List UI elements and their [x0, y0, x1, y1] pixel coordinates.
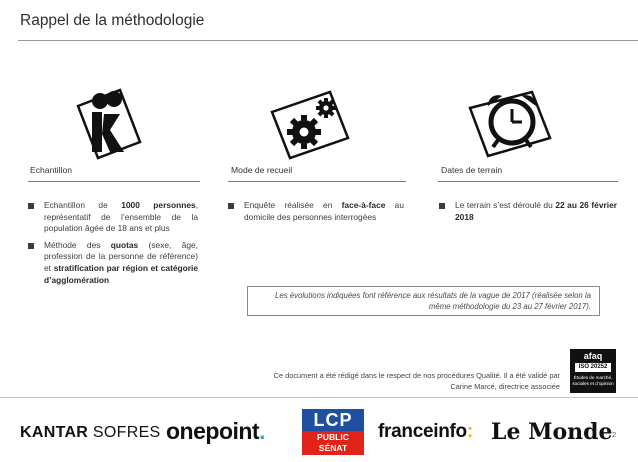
bullet-text: Le terrain s’est déroulé du: [455, 200, 556, 210]
onepoint-logo: [166, 418, 265, 445]
quality-line: Ce document a été rédigé dans le respect de nos procédures Qualité. Il a été validé par: [273, 371, 560, 380]
afaq-standard: ISO 20252: [575, 363, 611, 372]
bullet-square-icon: [228, 203, 234, 209]
alarm-clock-icon: [466, 88, 554, 160]
afaq-certification-badge: [570, 349, 616, 393]
gears-icon: [270, 90, 350, 160]
kantar-sofres-logo: [20, 424, 161, 442]
col-divider: [438, 181, 618, 182]
bullet-square-icon: [439, 203, 445, 209]
col-heading-echantillon: Echantillon: [30, 165, 73, 175]
bullet-text: au domicile des personnes interrogées: [244, 200, 404, 222]
lcp-public-senat-logo: [302, 409, 364, 455]
kantar-word: KANTAR: [20, 424, 89, 441]
le-monde-logo: Le Monde: [491, 419, 613, 445]
bullet-item: [28, 200, 198, 235]
onepoint-word: onepoint: [166, 418, 260, 444]
public-word: PUBLIC: [317, 432, 349, 442]
bullets-dates-terrain: [439, 200, 617, 228]
bullet-text: (sexe, âge, profession de la personne de référence) et: [44, 239, 198, 273]
bullets-mode-recueil: [228, 200, 404, 228]
bullet-item: [28, 240, 198, 286]
bullet-text: Enquête réalisée en: [244, 200, 342, 210]
page-title: Rappel de la méthodologie: [20, 12, 205, 29]
bullet-text: , représentatif de l’ensemble de la population âgée de 18 ans et plus: [44, 200, 198, 234]
bullet-text: Méthode des: [44, 239, 111, 250]
lcp-word: LCP: [302, 409, 364, 431]
sample-person-icon: [72, 88, 144, 160]
sofres-word: SOFRES: [92, 424, 161, 441]
bullet-text: Echantillon de: [44, 200, 122, 210]
bullet-text-bold: face-à-face: [341, 200, 386, 210]
page-number: 2: [612, 430, 617, 439]
title-divider: [18, 40, 638, 41]
col-heading-dates-terrain: Dates de terrain: [441, 165, 503, 175]
bullet-item: [439, 200, 617, 223]
afaq-brand: afaq: [583, 351, 603, 361]
onepoint-dot: .: [259, 418, 265, 444]
bullet-item: [228, 200, 404, 223]
franceinfo-logo: [378, 421, 473, 443]
bullet-square-icon: [28, 203, 34, 209]
bullet-text-bold: stratification par région et catégorie d’agglomération: [44, 262, 199, 285]
public-senat-block: [302, 431, 364, 455]
col-divider: [28, 181, 200, 182]
bullet-text-bold: 22 au 26 février 2018: [455, 200, 617, 222]
franceinfo-word: franceinfo: [378, 421, 467, 442]
bullets-echantillon: [28, 200, 198, 291]
quality-signatory: Carine Marcé, directrice associée: [450, 381, 560, 391]
bullet-text-bold: 1000 personnes: [121, 200, 196, 210]
quality-statement: [232, 371, 560, 392]
col-divider: [228, 181, 406, 182]
senat-word: SÉNAT: [318, 443, 348, 453]
footer-divider: [0, 397, 638, 398]
franceinfo-colon: :: [466, 421, 473, 442]
note-box: Les évolutions indiquées font référence aux résultats de la vague de 2017 (réalisée selon la même méthodologie du 23 au 27 février 2017).: [247, 286, 600, 316]
bullet-text-bold: quotas: [110, 239, 139, 250]
bullet-square-icon: [28, 243, 34, 249]
col-heading-mode-recueil: Mode de recueil: [231, 165, 293, 175]
afaq-caption: Études de marché, sociales et d’opinion: [572, 375, 614, 386]
